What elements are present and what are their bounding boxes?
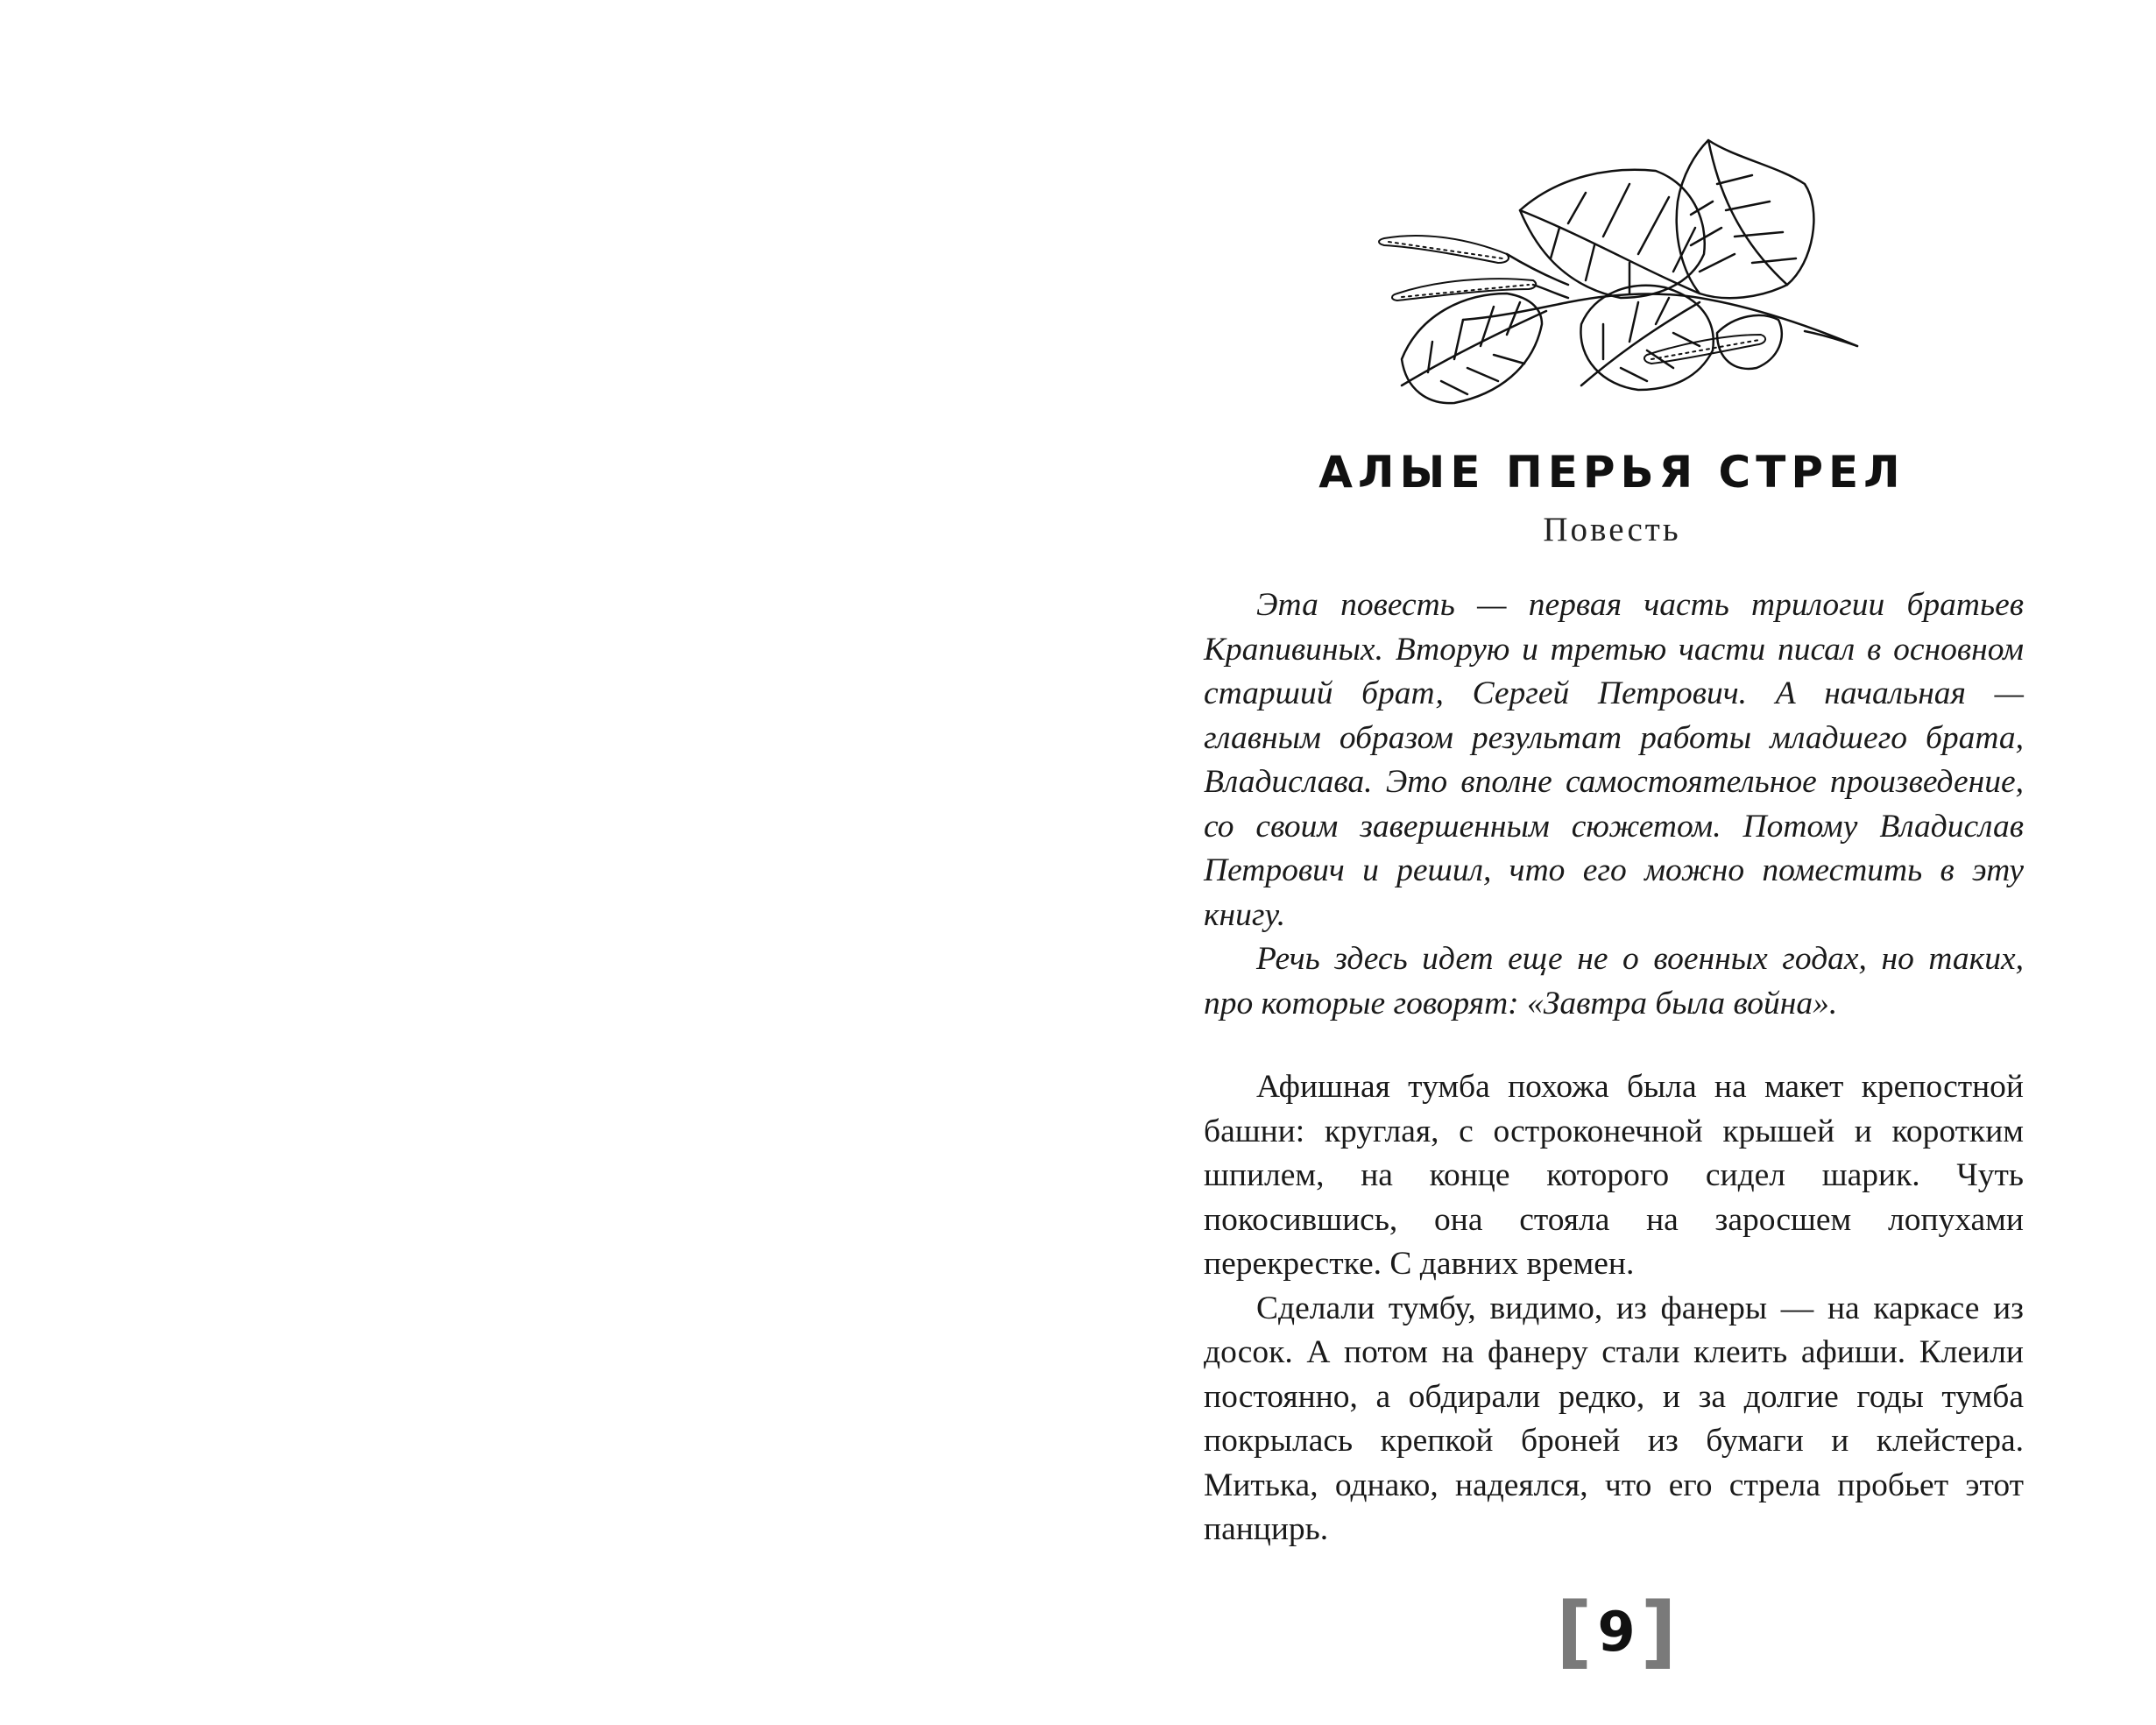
page-number [1556, 1586, 1677, 1678]
body-paragraph: Афишная тумба похожа была на макет крепостной башни: круглая, с остроконечной крышей и коротким шпилем, на конце которого сидел шарик. Чуть покосившись, она стояла на заросшем лопухами перекрестке. С давних времен. [1204, 1069, 2024, 1282]
page-number-close-bracket: ] [1640, 1586, 1677, 1678]
epigraph-paragraph: Речь здесь идет еще не о военных годах, но таких, про которые говорят: «Завтра была война». [1204, 941, 2024, 1022]
page-number-open-bracket: [ [1556, 1586, 1593, 1678]
birch-branch-illustration [1367, 131, 1875, 429]
body-paragraph: Сделали тумбу, видимо, из фанеры — на каркасе из досок. А потом на фанеру стали клеить афиши. Клеили постоянно, а обдирали редко, и за долгие годы тумба покрылась крепкой броней из бумаги и клейстера. Митька, однако, надеялся, что его стрела пробьет этот панцирь. [1204, 1290, 2024, 1547]
body-text [1204, 1065, 2024, 1552]
page-number-value: 9 [1597, 1600, 1636, 1664]
epigraph [1204, 583, 2024, 1026]
chapter-subtitle: Повесть [1543, 511, 1681, 548]
epigraph-paragraph: Эта повесть — первая часть трилогии братьев Крапивиных. Вторую и третью части писал в основном старший брат, Сергей Петрович. А начальная — главным образом результат работы младшего брата, Владислава. Это вполне самостоятельное произведение, со своим завершенным сюжетом. Потому Владислав Петрович и решил, что его можно поместить в эту книгу. [1204, 587, 2024, 933]
chapter-title: АЛЫЕ ПЕРЬЯ СТРЕЛ [1318, 447, 1905, 498]
